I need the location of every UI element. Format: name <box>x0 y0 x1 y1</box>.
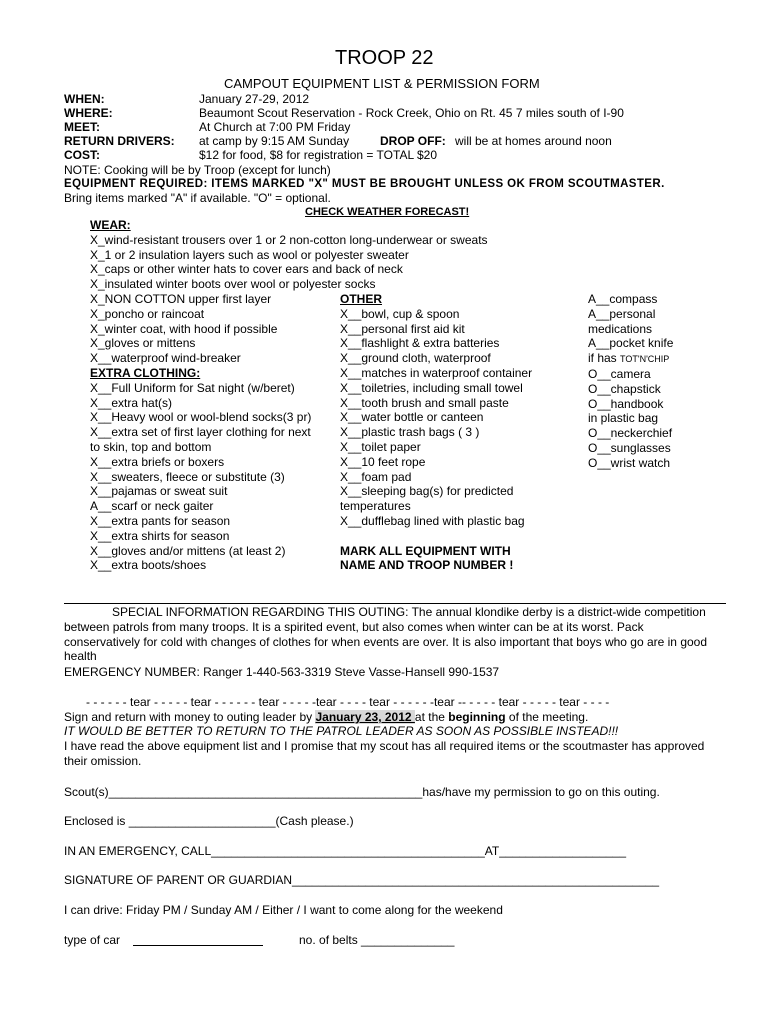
list-item: A__pocket knife <box>588 336 674 351</box>
list-item: X__extra shirts for season <box>90 528 230 543</box>
list-item: X__waterproof wind-breaker <box>90 351 241 366</box>
sign-return-mid: at the <box>414 710 449 724</box>
cost-label: COST: <box>64 148 100 162</box>
list-item: X__flashlight & extra batteries <box>340 336 500 351</box>
list-item: O__wrist watch <box>588 455 671 470</box>
list-item: X__dufflebag lined with plastic bag <box>340 513 525 528</box>
list-item: X__Heavy wool or wool-blend socks(3 pr) <box>90 410 312 425</box>
extra-clothing-heading: EXTRA CLOTHING: <box>90 365 201 380</box>
list-item: X_NON COTTON upper first layer <box>90 291 272 306</box>
list-item: X__toilet paper <box>340 439 421 454</box>
where-value: Beaumont Scout Reservation - Rock Creek, Ohio on Rt. 45 7 miles south of I-90 <box>199 106 624 120</box>
list-item: in plastic bag <box>588 411 659 426</box>
return-drivers-value: at camp by 9:15 AM Sunday <box>199 134 350 148</box>
optional-section <box>588 292 673 471</box>
list-item: O__chapstick <box>588 381 661 396</box>
list-item: X_caps or other winter hats to cover ears and back of neck <box>90 262 403 277</box>
list-item: A__personal <box>588 306 656 321</box>
agreement-text: I have read the above equipment list and I promise that my scout has all required items or the scoutmaster has approved their omission. <box>64 739 705 768</box>
list-item: X__extra pants for season <box>90 513 231 528</box>
page-title: TROOP 22 <box>335 47 434 69</box>
type-of-car-label: type of car <box>64 933 121 947</box>
list-item: A__scarf or neck gaiter <box>90 499 214 514</box>
mark-all-note: MARK ALL EQUIPMENT WITH <box>340 543 511 558</box>
list-item: X_gloves or mittens <box>90 336 196 351</box>
list-item: X__tooth brush and small paste <box>340 395 509 410</box>
when-value: January 27-29, 2012 <box>199 92 310 106</box>
meet-value: At Church at 7:00 PM Friday <box>199 120 351 134</box>
return-drivers-label: RETURN DRIVERS: <box>64 134 175 148</box>
page-subtitle: CAMPOUT EQUIPMENT LIST & PERMISSION FORM <box>224 76 540 91</box>
equipment-required-note: EQUIPMENT REQUIRED: ITEMS MARKED "X" MUST BE BROUGHT UNLESS OK FROM SCOUTMASTER. <box>64 178 665 190</box>
list-item: X__sweaters, fleece or substitute (3) <box>90 469 285 484</box>
check-weather-note: CHECK WEATHER FORECAST! <box>305 206 470 218</box>
list-item: X__bowl, cup & spoon <box>340 306 460 321</box>
cooking-note: NOTE: Cooking will be by Troop (except for lunch) <box>64 163 331 177</box>
list-item: X_poncho or raincoat <box>90 306 205 321</box>
list-item: temperatures <box>340 499 411 514</box>
belts-field[interactable]: no. of belts ______________ <box>299 933 455 947</box>
emergency-call-field[interactable]: IN AN EMERGENCY, CALL_________________________________________AT___________________ <box>64 844 627 858</box>
signature-field[interactable]: SIGNATURE OF PARENT OR GUARDIAN_______________________________________________________ <box>64 873 660 887</box>
sign-return-bold: beginning <box>448 710 506 724</box>
list-item: X__personal first aid kit <box>340 321 465 336</box>
list-item: medications <box>588 321 653 336</box>
list-item: X__extra briefs or boxers <box>90 454 225 469</box>
list-item: X__water bottle or canteen <box>340 410 484 425</box>
list-item: X__matches in waterproof container <box>340 365 533 380</box>
sign-return-post: of the meeting. <box>505 710 589 724</box>
when-label: WHEN: <box>64 92 105 106</box>
sign-return-text: Sign and return with money to outing leader by <box>64 710 316 724</box>
emergency-number: EMERGENCY NUMBER: Ranger 1-440-563-3319 Steve Vasse-Hansell 990-1537 <box>64 665 500 679</box>
meet-label: MEET: <box>64 120 100 134</box>
list-item: X__extra hat(s) <box>90 395 173 410</box>
list-item: X__Full Uniform for Sat night (w/beret) <box>90 380 295 395</box>
list-item <box>588 351 673 367</box>
list-item: O__handbook <box>588 396 664 411</box>
scouts-field[interactable]: Scout(s)_______________________________________________has/have my permission to go on this outing. <box>64 785 660 799</box>
list-item: X__pajamas or sweat suit <box>90 484 228 499</box>
if-has-text: if has <box>588 351 621 366</box>
divider <box>64 603 726 604</box>
list-item: A__compass <box>588 292 658 306</box>
mark-all-note-2: NAME AND TROOP NUMBER ! <box>340 558 514 573</box>
drop-off-value: will be at homes around noon <box>455 134 612 148</box>
list-item: X__sleeping bag(s) for predicted <box>340 484 514 499</box>
bring-items-note: Bring items marked "A" if available. "O" = optional. <box>64 191 331 205</box>
list-item: X_insulated winter boots over wool or polyester socks <box>90 277 376 292</box>
wear-heading: WEAR: <box>90 218 131 232</box>
list-item: to skin, top and bottom <box>90 439 212 454</box>
totnchip-text: TOT'N'CHIP <box>620 354 670 365</box>
list-item: X__toiletries, including small towel <box>340 380 523 395</box>
list-item: O__camera <box>588 366 651 381</box>
list-item: X_wind-resistant trousers over 1 or 2 non-cotton long-underwear or sweats <box>90 232 488 247</box>
drop-off-label: DROP OFF: <box>380 134 446 148</box>
tear-line: - - - - - - tear - - - - - tear - - - - - - tear - - - - -tear - - - - tear - - - - - -tear -- - - - - tear - - - - - tear - - - - <box>86 695 610 709</box>
other-section <box>340 292 532 573</box>
list-item: X__10 feet rope <box>340 454 426 469</box>
list-item: X__gloves and/or mittens (at least 2) <box>90 543 286 558</box>
list-item: X_1 or 2 insulation layers such as wool or polyester sweater <box>90 247 409 262</box>
where-label: WHERE: <box>64 106 113 120</box>
list-item: X_winter coat, with hood if possible <box>90 321 278 336</box>
list-item: X__extra set of first layer clothing for next <box>90 425 311 440</box>
due-date: January 23, 2012 <box>315 710 415 724</box>
special-information: SPECIAL INFORMATION REGARDING THIS OUTING: The annual klondike derby is a district-wide competition between patrols from many troops. It is a spirited event, but also comes when winter can be at its worst. Pack conservatively for cold with changes of clothes for when events are over. It is also important that boys who go are in good health <box>64 605 708 664</box>
drive-options[interactable]: I can drive: Friday PM / Sunday AM / Either / I want to come along for the weekend <box>64 903 503 917</box>
list-item: X__extra boots/shoes <box>90 558 207 573</box>
type-of-car-line[interactable] <box>133 945 263 946</box>
sign-return-note <box>64 710 588 725</box>
list-item: O__neckerchief <box>588 426 673 441</box>
list-item: X__ground cloth, waterproof <box>340 351 491 366</box>
return-early-note: IT WOULD BE BETTER TO RETURN TO THE PATROL LEADER AS SOON AS POSSIBLE INSTEAD!!! <box>64 724 619 738</box>
other-heading: OTHER <box>340 292 382 306</box>
cost-value: $12 for food, $8 for registration = TOTAL $20 <box>199 148 438 162</box>
enclosed-field[interactable]: Enclosed is ______________________(Cash please.) <box>64 814 354 828</box>
list-item: X__foam pad <box>340 469 412 484</box>
list-item: X__plastic trash bags ( 3 ) <box>340 425 480 440</box>
list-item: O__sunglasses <box>588 440 671 455</box>
